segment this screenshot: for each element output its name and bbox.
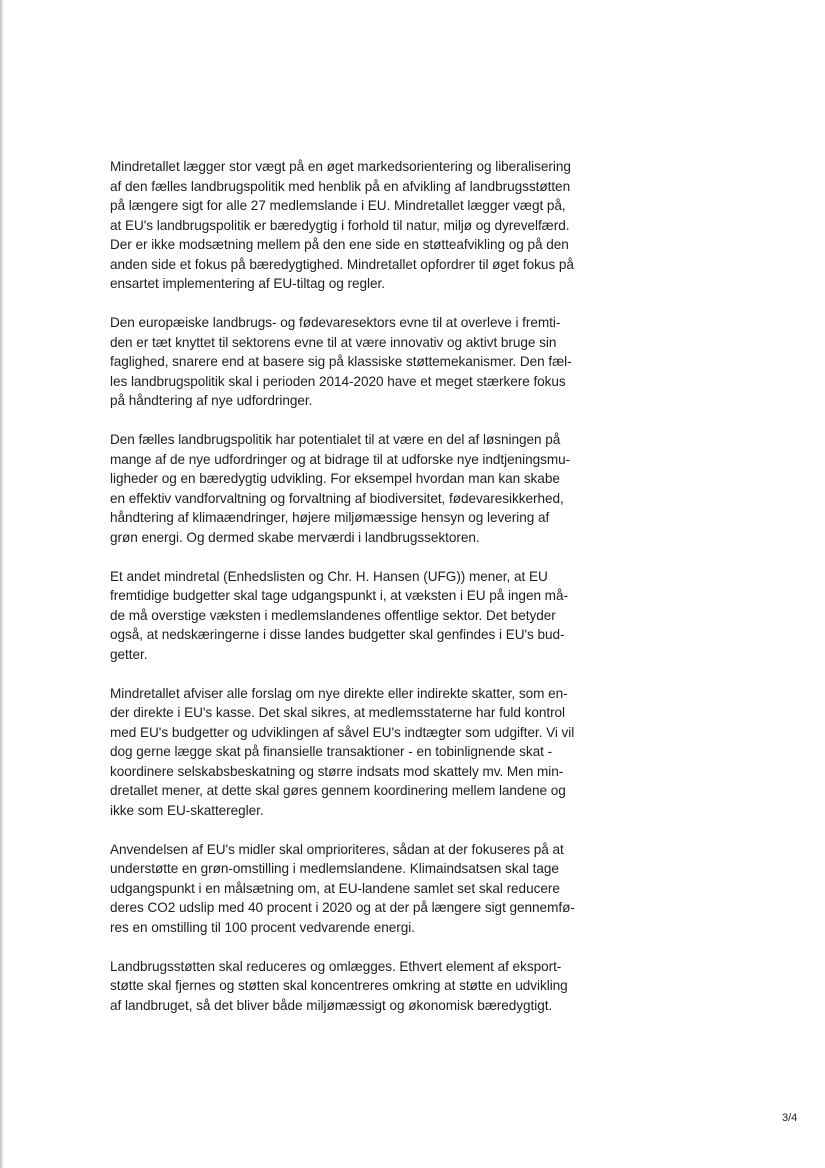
- text-line: ikke som EU-skatteregler.: [110, 802, 264, 818]
- text-line: med EU's budgetter og udviklingen af såvel EU's indtægter som udgifter. Vi vil: [110, 724, 575, 740]
- text-line: mange af de nye udfordringer og at bidrage til at udforske nye indtjeningsmu-: [110, 451, 571, 467]
- text-line: dog gerne lægge skat på finansielle transaktioner - en tobinlignende skat -: [110, 744, 553, 759]
- paragraph-7: [110, 957, 600, 1016]
- page-number: 3/4: [782, 1112, 798, 1124]
- text-line: Den europæiske landbrugs- og fødevaresektors evne til at overleve i fremti-: [110, 315, 561, 330]
- text-line: ensartet implementering af EU-tiltag og regler.: [110, 276, 385, 291]
- paragraph-4: [110, 567, 600, 665]
- text-line: getter.: [110, 646, 148, 662]
- text-line: deres CO2 udslip med 40 procent i 2020 og at der på længere sigt gennemfø-: [110, 900, 575, 915]
- text-line: Landbrugsstøtten skal reduceres og omlægges. Ethvert element af eksport-: [110, 958, 562, 974]
- scan-edge-shadow: [0, 0, 4, 1168]
- text-line: håndtering af klimaændringer, højere miljømæssige hensyn og levering af: [110, 510, 550, 525]
- paragraph-1: [110, 157, 600, 294]
- text-line: der direkte i EU's kasse. Det skal sikres, at medlemsstaterne har fuld kontrol: [110, 705, 566, 720]
- text-line: at EU's landbrugspolitik er bæredygtig i forhold til natur, miljø og dyrevelfærd.: [110, 217, 570, 233]
- paragraph-2: [110, 313, 600, 411]
- text-line: dretallet mener, at dette skal gøres gennem koordinering mellem landene og: [110, 783, 566, 798]
- text-line: understøtte en grøn-omstilling i medlemslandene. Klimaindsatsen skal tage: [110, 861, 559, 876]
- text-line: Et andet mindretal (Enhedslisten og Chr. H. Hansen (UFG)) mener, at EU: [110, 568, 548, 584]
- text-line: les landbrugspolitik skal i perioden 2014-2020 have et meget stærkere fokus: [110, 373, 566, 389]
- text-line: anden side et fokus på bæredygtighed. Mindretallet opfordrer til øget fokus på: [110, 256, 574, 272]
- text-line: fremtidige budgetter skal tage udgangspunkt i, at væksten i EU på ingen må-: [110, 588, 568, 603]
- text-line: de må overstige væksten i medlemslandenes offentlige sektor. Det betyder: [110, 607, 556, 623]
- text-line: udgangspunkt i en målsætning om, at EU-landene samlet set skal reducere: [110, 880, 560, 896]
- text-line: res en omstilling til 100 procent vedvarende energi.: [110, 919, 415, 935]
- paragraph-5: [110, 684, 600, 821]
- text-line: også, at nedskæringerne i disse landes budgetter skal genfindes i EU's bud-: [110, 627, 565, 642]
- text-line: ligheder og en bæredygtig udvikling. For eksempel hvordan man kan skabe: [110, 471, 560, 486]
- text-line: af landbruget, så det bliver både miljømæssigt og økonomisk bæredygtigt.: [110, 997, 553, 1013]
- text-line: Mindretallet afviser alle forslag om nye direkte eller indirekte skatter, som en-: [110, 685, 568, 701]
- text-line: støtte skal fjernes og støtten skal koncentreres omkring at støtte en udvikling: [110, 978, 568, 993]
- text-line: på længere sigt for alle 27 medlemslande i EU. Mindretallet lægger vægt på,: [110, 198, 566, 213]
- text-line: Anvendelsen af EU's midler skal omprioriteres, sådan at der fokuseres på at: [110, 841, 564, 857]
- text-line: Den fælles landbrugspolitik har potentialet til at være en del af løsningen på: [110, 432, 561, 447]
- paragraph-6: [110, 840, 600, 938]
- text-line: grøn energi. Og dermed skabe merværdi i landbrugssektoren.: [110, 529, 480, 545]
- text-line: af den fælles landbrugspolitik med henblik på en afvikling af landbrugsstøtten: [110, 178, 571, 194]
- text-line: Der er ikke modsætning mellem på den ene side en støtteafvikling og på den: [110, 237, 569, 252]
- text-line: en effektiv vandforvaltning og forvaltning af biodiversitet, fødevaresikkerhed,: [110, 490, 564, 506]
- paragraph-3: [110, 430, 600, 547]
- text-line: faglighed, snarere end at basere sig på klassiske støttemekanismer. Den fæl-: [110, 354, 572, 369]
- text-line: på håndtering af nye udfordringer.: [110, 393, 313, 408]
- text-line: Mindretallet lægger stor vægt på en øget markedsorientering og liberalisering: [110, 159, 571, 174]
- text-line: koordinere selskabsbeskatning og større indsats mod skattely mv. Men min-: [110, 763, 564, 779]
- text-line: den er tæt knyttet til sektorens evne til at være innovativ og aktivt bruge sin: [110, 334, 557, 350]
- body-text: [110, 157, 600, 1035]
